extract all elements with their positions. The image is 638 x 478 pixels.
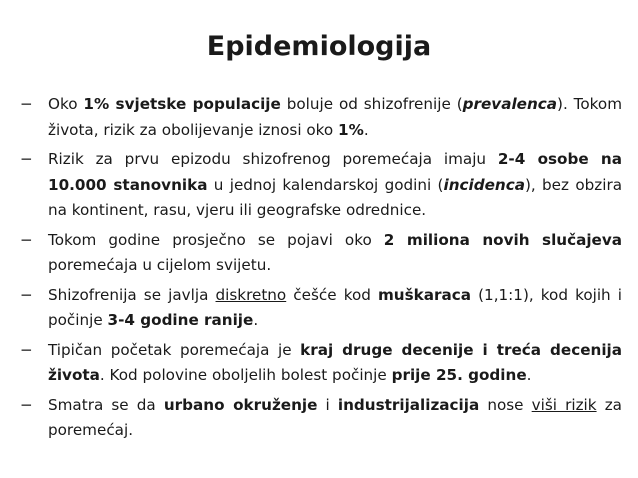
bold-text: 1% (338, 120, 364, 139)
bullet-marker: − (20, 150, 33, 168)
bullet-text (48, 150, 622, 219)
text-run: (1,1:1), kod kojih i počinje (48, 285, 622, 329)
text-run: ). Tokom života, rizik za obolijevanje iznosi oko (48, 95, 623, 139)
text-run: i (317, 395, 338, 414)
bold-text: muškaraca (377, 285, 472, 304)
bold-text: 3-4 godine ranije (107, 311, 254, 329)
bullet-item (18, 147, 622, 224)
bullet-marker: − (20, 95, 33, 113)
bullet-text (48, 95, 622, 139)
bullet-item (18, 338, 622, 389)
bold-text: 2-4 osobe na 10.000 stanovnika (48, 150, 622, 194)
bold-italic-text: incidenca (443, 175, 525, 194)
bullet-item (18, 92, 622, 143)
bullet-marker: − (20, 285, 33, 304)
text-run: ), bez obzira na kontinent, rasu, vjeru ili geografske odrednice. (48, 175, 622, 219)
text-run: . (363, 120, 369, 139)
text-run: Oko (48, 95, 84, 113)
text-run: . Kod polovine oboljelih bolest počinje (99, 366, 392, 384)
bold-text: industrijalizacija (337, 395, 480, 414)
bullet-list (18, 92, 622, 448)
bold-text: 1% svjetske populacije (83, 95, 281, 113)
text-run: boluje od shizofrenije ( (280, 95, 463, 113)
text-run: Tipičan početak poremećaja je (48, 340, 301, 359)
bold-text: prije 25. godine (391, 366, 527, 384)
bold-text: urbano okruženje (163, 395, 318, 414)
bold-italic-text: prevalenca (462, 95, 558, 113)
text-run: Shizofrenija se javlja (48, 285, 216, 304)
bullet-text (48, 231, 622, 275)
bullet-marker: − (20, 395, 33, 414)
text-run: poremećaja u cijelom svijetu. (48, 256, 272, 274)
bullet-item (18, 228, 622, 279)
text-run: . (526, 366, 532, 384)
text-run: . (253, 311, 259, 329)
text-run: češće kod (286, 285, 378, 304)
bullet-marker: − (20, 230, 33, 249)
bullet-item (18, 393, 622, 444)
underlined-text: diskretno (215, 285, 287, 304)
bullet-item (18, 283, 622, 334)
text-run: u jednoj kalendarskoj godini ( (207, 175, 444, 194)
bullet-text (48, 286, 622, 330)
bullet-text (48, 396, 622, 440)
bold-text: 2 miliona novih slučajeva (383, 230, 622, 249)
text-run: Rizik za prvu epizodu shizofrenog poremećaja imaju (48, 150, 498, 168)
text-run: Tokom godine prosječno se pojavi oko (48, 230, 384, 249)
bullet-text (48, 341, 622, 385)
underlined-text: viši rizik (531, 395, 597, 414)
text-run: nose (479, 395, 532, 414)
text-run: Smatra se da (48, 395, 164, 414)
bold-text: kraj druge decenije i treća decenija života (48, 340, 622, 384)
bullet-marker: − (20, 340, 33, 359)
slide-title: Epidemiologija (206, 31, 432, 62)
text-run: za poremećaj. (48, 395, 622, 439)
